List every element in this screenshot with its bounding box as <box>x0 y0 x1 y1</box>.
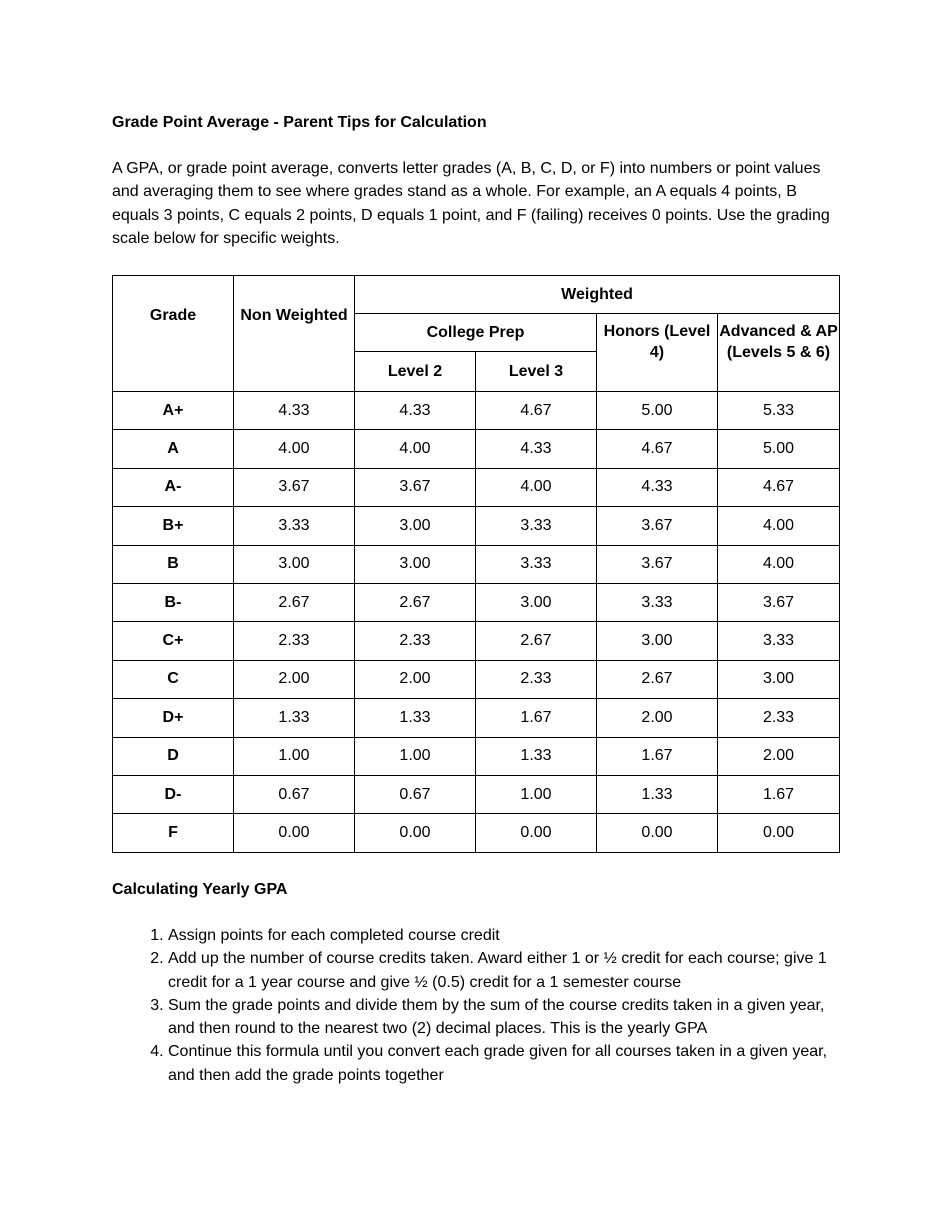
value-cell: 4.33 <box>476 430 597 468</box>
value-cell: 2.67 <box>476 622 597 660</box>
value-cell: 1.33 <box>234 699 355 737</box>
grade-cell: B- <box>113 583 234 621</box>
value-cell: 3.67 <box>597 545 718 583</box>
value-cell: 3.00 <box>597 622 718 660</box>
value-cell: 3.00 <box>234 545 355 583</box>
value-cell: 0.00 <box>476 814 597 852</box>
value-cell: 2.00 <box>234 660 355 698</box>
calc-steps-list <box>112 924 839 1087</box>
grade-rows <box>113 392 840 853</box>
grade-cell: A <box>113 430 234 468</box>
table-row <box>113 507 840 545</box>
value-cell: 4.00 <box>234 430 355 468</box>
grade-cell: C+ <box>113 622 234 660</box>
value-cell: 4.00 <box>718 545 840 583</box>
value-cell: 3.00 <box>355 545 476 583</box>
value-cell: 0.67 <box>355 775 476 813</box>
table-row <box>113 622 840 660</box>
value-cell: 4.00 <box>718 507 840 545</box>
value-cell: 4.67 <box>597 430 718 468</box>
value-cell: 1.67 <box>597 737 718 775</box>
table-row <box>113 775 840 813</box>
list-item: 1. Assign points for each completed course credit <box>168 924 839 947</box>
value-cell: 2.33 <box>234 622 355 660</box>
value-cell: 4.33 <box>355 392 476 430</box>
value-cell: 0.00 <box>234 814 355 852</box>
grade-cell: A- <box>113 468 234 506</box>
table-row <box>113 430 840 468</box>
value-cell: 2.33 <box>718 699 840 737</box>
value-cell: 2.00 <box>597 699 718 737</box>
table-row <box>113 814 840 852</box>
value-cell: 0.67 <box>234 775 355 813</box>
header-advanced-ap: Advanced & AP (Levels 5 & 6) <box>718 314 840 392</box>
grade-cell: B <box>113 545 234 583</box>
header-grade: Grade <box>113 276 234 392</box>
header-level-3: Level 3 <box>476 352 597 392</box>
header-weighted: Weighted <box>355 276 840 314</box>
value-cell: 3.33 <box>718 622 840 660</box>
value-cell: 2.00 <box>718 737 840 775</box>
page-title: Grade Point Average - Parent Tips for Calculation <box>112 114 487 131</box>
value-cell: 1.33 <box>476 737 597 775</box>
grading-scale-table <box>112 275 840 853</box>
table-row <box>113 583 840 621</box>
grade-cell: F <box>113 814 234 852</box>
value-cell: 1.00 <box>476 775 597 813</box>
value-cell: 3.00 <box>355 507 476 545</box>
value-cell: 1.67 <box>476 699 597 737</box>
value-cell: 2.67 <box>355 583 476 621</box>
value-cell: 4.67 <box>718 468 840 506</box>
value-cell: 1.33 <box>355 699 476 737</box>
value-cell: 2.67 <box>597 660 718 698</box>
value-cell: 2.67 <box>234 583 355 621</box>
table-row <box>113 468 840 506</box>
header-honors: Honors (Level 4) <box>597 314 718 392</box>
table-row <box>113 660 840 698</box>
grade-cell: B+ <box>113 507 234 545</box>
grade-cell: D+ <box>113 699 234 737</box>
value-cell: 5.00 <box>718 430 840 468</box>
value-cell: 5.00 <box>597 392 718 430</box>
list-item: 4. Continue this formula until you convert each grade given for all courses taken in a given year, and then add the grade points together <box>168 1040 839 1087</box>
value-cell: 4.00 <box>476 468 597 506</box>
value-cell: 3.00 <box>718 660 840 698</box>
value-cell: 4.67 <box>476 392 597 430</box>
value-cell: 3.67 <box>718 583 840 621</box>
value-cell: 0.00 <box>355 814 476 852</box>
intro-paragraph: A GPA, or grade point average, converts letter grades (A, B, C, D, or F) into numbers or point values and averaging them to see where grades stand as a whole. For example, an A equals 4 points, B equals 3 points, C equals 2 points, D equals 1 point, and F (failing) receives 0 points. Use the grading scale below for specific weights. <box>112 160 830 247</box>
grade-cell: D <box>113 737 234 775</box>
calc-section-title: Calculating Yearly GPA <box>112 881 288 898</box>
list-item: 3. Sum the grade points and divide them by the sum of the course credits taken in a given year, and then round to the nearest two (2) decimal places. This is the yearly GPA <box>168 994 839 1041</box>
value-cell: 3.33 <box>597 583 718 621</box>
header-non-weighted: Non Weighted <box>234 276 355 392</box>
grade-cell: C <box>113 660 234 698</box>
header-college-prep: College Prep <box>355 314 597 352</box>
value-cell: 4.33 <box>234 392 355 430</box>
value-cell: 3.67 <box>597 507 718 545</box>
value-cell: 5.33 <box>718 392 840 430</box>
value-cell: 1.33 <box>597 775 718 813</box>
value-cell: 1.00 <box>355 737 476 775</box>
table-row <box>113 545 840 583</box>
value-cell: 3.33 <box>476 545 597 583</box>
table-row <box>113 737 840 775</box>
value-cell: 2.33 <box>355 622 476 660</box>
value-cell: 4.00 <box>355 430 476 468</box>
value-cell: 3.00 <box>476 583 597 621</box>
list-item: 2. Add up the number of course credits taken. Award either 1 or ½ credit for each course; give 1 credit for a 1 year course and give ½ (0.5) credit for a 1 semester course <box>168 947 839 994</box>
value-cell: 3.67 <box>355 468 476 506</box>
value-cell: 1.67 <box>718 775 840 813</box>
grade-cell: A+ <box>113 392 234 430</box>
value-cell: 3.33 <box>476 507 597 545</box>
value-cell: 3.33 <box>234 507 355 545</box>
value-cell: 3.67 <box>234 468 355 506</box>
grade-cell: D- <box>113 775 234 813</box>
table-row <box>113 392 840 430</box>
table-row <box>113 699 840 737</box>
value-cell: 4.33 <box>597 468 718 506</box>
value-cell: 2.33 <box>476 660 597 698</box>
header-level-2: Level 2 <box>355 352 476 392</box>
value-cell: 1.00 <box>234 737 355 775</box>
value-cell: 0.00 <box>597 814 718 852</box>
value-cell: 2.00 <box>355 660 476 698</box>
value-cell: 0.00 <box>718 814 840 852</box>
